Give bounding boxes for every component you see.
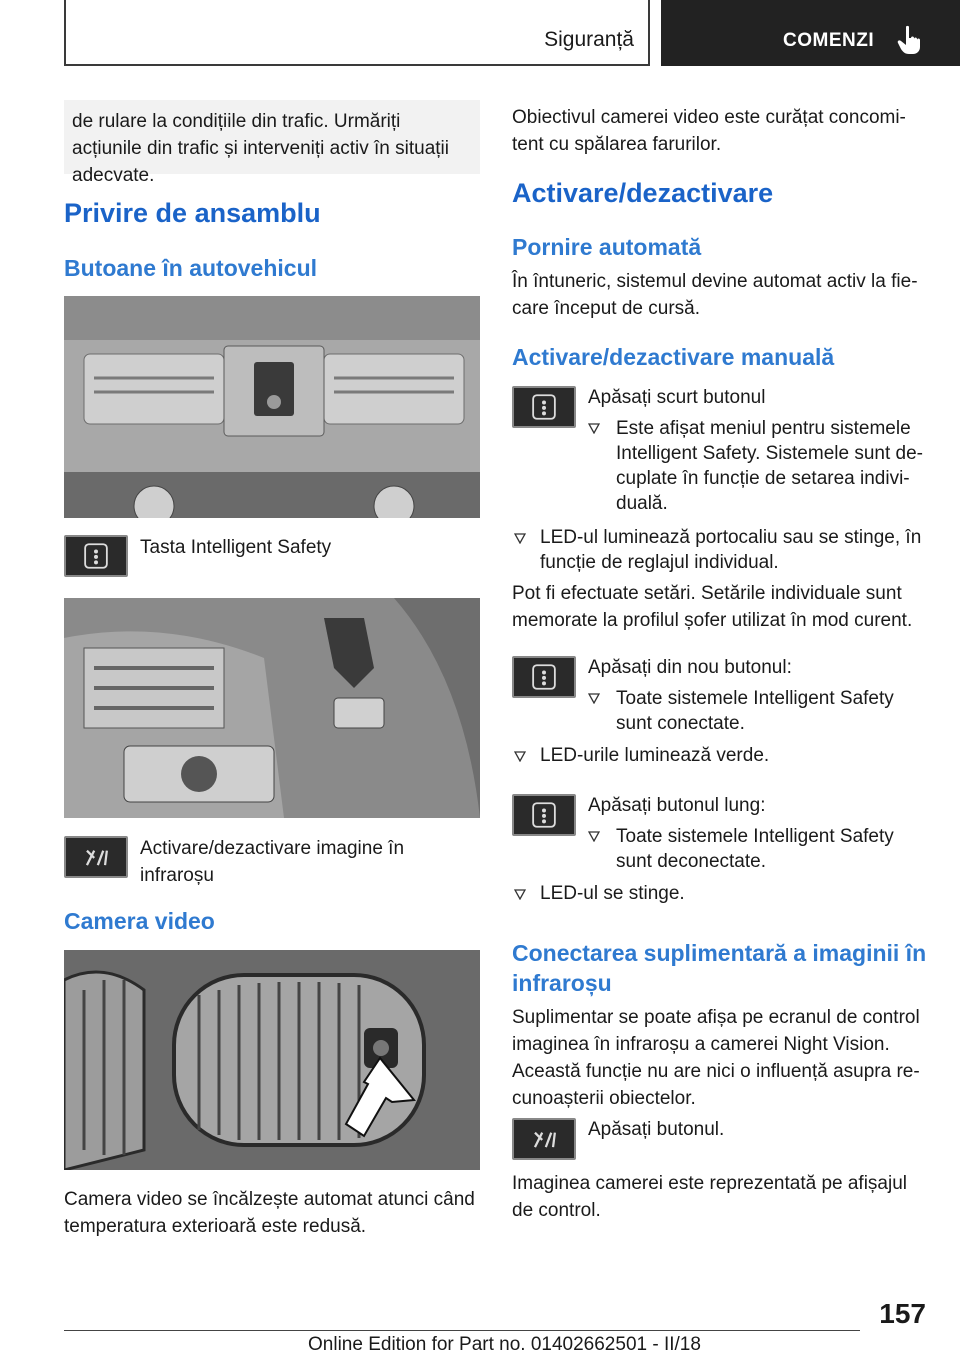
bullet-triangle-icon (588, 830, 600, 842)
bullet-triangle-icon (588, 422, 600, 434)
step1-text: Apăsați scurt butonul (588, 387, 766, 408)
step3-sub-text: Toate sistemele Intelligent Safety sunt deconectate. (616, 826, 894, 872)
intelligent-safety-button-icon (64, 535, 128, 577)
infrared-button-icon (64, 836, 128, 878)
hand-pointer-icon (897, 25, 923, 55)
page-header (64, 0, 960, 66)
display-text: Imaginea camerei este reprezentată pe afișajul de control. (512, 1173, 908, 1221)
camera-text: Camera video se încălzește automat atunci când temperatura exterioară este redusă. (64, 1189, 475, 1237)
safety-button-icon-1 (512, 386, 576, 428)
bullet-triangle-icon (514, 750, 526, 762)
heading-auto-start: Pornire automată (512, 234, 702, 260)
step2-sub-text: Toate sistemele Intelligent Safety sunt conectate. (616, 688, 894, 734)
infrared-button-icon-2 (512, 1118, 576, 1160)
bullet-triangle-icon (514, 532, 526, 544)
chapter-tab (661, 0, 960, 66)
page-number: 157 (879, 1298, 926, 1329)
step3-text: Apăsați butonul lung: (588, 795, 766, 816)
note-text: de rulare la condițiile din trafic. Urmăriți acțiunile din trafic și interveniți activ în situații adecvate. (72, 111, 449, 186)
heading-activation: Activare/dezactivare (512, 178, 774, 208)
bullet-triangle-icon (514, 888, 526, 900)
auto-text: În întuneric, sistemul devine automat activ la fie-care început de cursă. (512, 271, 918, 319)
safety-button-icon-2 (512, 656, 576, 698)
step2-text: Apăsați din nou butonul: (588, 657, 792, 678)
safety-button-icon-3 (512, 794, 576, 836)
light-switch-photo (64, 598, 480, 818)
step1-sub-text: Este afișat meniul pentru sistemele Intelligent Safety. Sistemele sunt de-cuplate în funcție de setarea indivi-duală. (616, 418, 923, 514)
heading-infrared: Conectarea suplimentară a imaginii în infraroșu (512, 940, 927, 996)
heading-buttons: Butoane în autovehicul (64, 255, 318, 281)
step4-text: Apăsați butonul. (588, 1119, 725, 1140)
step1-led-text: LED-ul luminează portocaliu sau se stinge, în funcție de reglajul individual. (540, 527, 922, 573)
section-tab (64, 0, 650, 66)
step3-led-text: LED-ul se stinge. (540, 883, 685, 904)
caption-infrared: Activare/dezactivare imagine în infraroșu (140, 838, 405, 886)
section-title: Siguranță (544, 28, 634, 51)
infrared-text: Suplimentar se poate afișa pe ecranul de control imaginea în infraroșu a camerei Night Vision. Această funcție nu are nici o influență asupra re-cunoașterii obiectelor. (512, 1007, 920, 1109)
step2-led-text: LED-urile luminează verde. (540, 745, 770, 766)
heading-manual: Activare/dezactivare manuală (512, 344, 835, 370)
heading-overview: Privire de ansamblu (64, 198, 321, 228)
edition-text: Online Edition for Part no. 01402662501 - II/18 (308, 1334, 701, 1355)
footer-divider (64, 1330, 860, 1331)
settings-text: Pot fi efectuate setări. Setările individuale sunt memorate la profilul șofer utilizat în mod curent. (512, 583, 913, 631)
chapter-title: COMENZI (783, 30, 875, 51)
note-box (64, 100, 480, 186)
caption-safety: Tasta Intelligent Safety (140, 537, 332, 558)
bullet-triangle-icon (588, 692, 600, 704)
heading-camera: Camera video (64, 908, 215, 934)
dashboard-photo (64, 296, 480, 518)
grille-camera-photo (64, 950, 480, 1170)
intro-text: Obiectivul camerei video este curățat concomi-tent cu spălarea farurilor. (512, 107, 906, 155)
